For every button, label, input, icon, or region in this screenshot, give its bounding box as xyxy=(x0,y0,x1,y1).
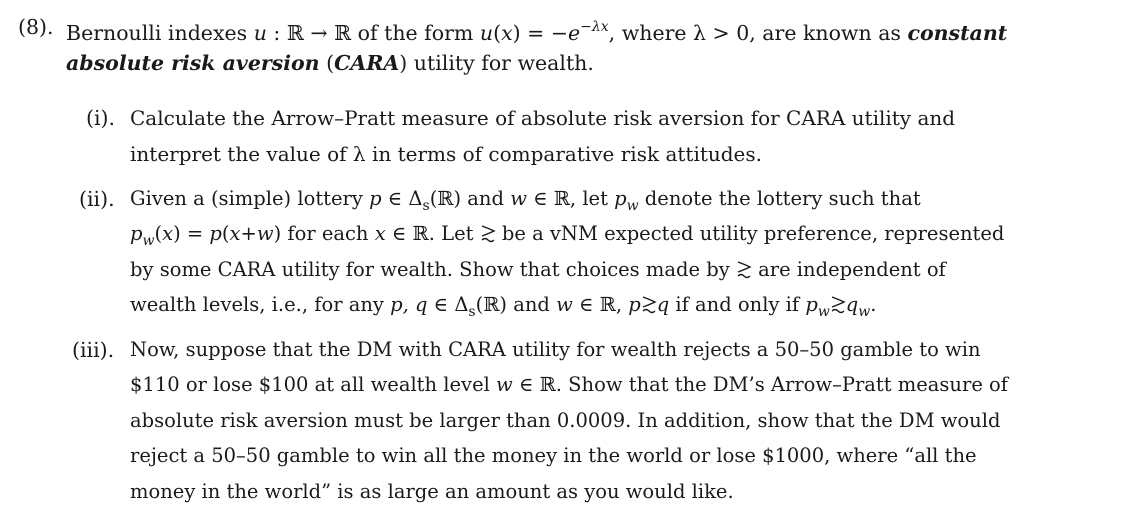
bold-term: CARA xyxy=(334,51,400,75)
part-ii-line-4 xyxy=(130,292,876,325)
text: . xyxy=(870,293,877,316)
math-var: x xyxy=(501,21,513,45)
text: ( xyxy=(154,222,163,245)
text: by some CARA utility for wealth. Show that choices made by xyxy=(130,258,736,281)
math-var: q xyxy=(656,293,670,316)
math-var: w xyxy=(496,373,513,396)
part-i-line-2: interpret the value of λ in terms of comparative risk attitudes. xyxy=(130,142,763,166)
math-var: p xyxy=(805,293,818,316)
part-ii-line-2 xyxy=(130,221,1004,254)
part-ii-line-1 xyxy=(130,186,921,219)
text: ∈ ℝ, let xyxy=(526,187,615,210)
part-i-line-1: Calculate the Arrow–Pratt measure of absolute risk aversion for CARA utility and xyxy=(130,106,956,130)
text: ∈ Δ xyxy=(427,293,469,316)
math-var: q xyxy=(845,293,859,316)
problem-line-2 xyxy=(66,50,594,76)
succsim-icon xyxy=(641,294,657,314)
math-var: p xyxy=(628,293,641,316)
text: ( xyxy=(221,222,230,245)
bold-term: absolute risk aversion xyxy=(66,51,320,75)
subscript: w xyxy=(626,198,639,214)
math-var: p xyxy=(209,222,222,245)
math-var: e xyxy=(568,21,581,45)
text: ∈ ℝ, xyxy=(572,293,629,316)
part-ii-label: (ii). xyxy=(79,187,115,211)
text: ) for each xyxy=(273,222,375,245)
text: ) utility for wealth. xyxy=(399,51,594,75)
text: $110 or lose $100 at all wealth level xyxy=(130,373,497,396)
subscript: s xyxy=(468,304,476,320)
math-var: w xyxy=(256,222,274,245)
text: (ℝ) and xyxy=(429,187,511,210)
text: (ℝ) and xyxy=(475,293,557,316)
subscript: w xyxy=(142,233,155,249)
problem-line-1 xyxy=(66,14,1007,46)
part-iii-line-5: money in the world” is as large an amount as you would like. xyxy=(130,480,734,503)
text: ∈ ℝ. Let xyxy=(385,222,480,245)
text: , where λ > 0, are known as xyxy=(608,21,908,45)
math-var: p xyxy=(130,222,143,245)
exponent: −λx xyxy=(580,19,609,35)
text: denote the lottery such that xyxy=(638,187,921,210)
text: ∈ Δ xyxy=(381,187,423,210)
math-var: x xyxy=(162,222,174,245)
math-var: w xyxy=(510,187,527,210)
part-ii-line-3 xyxy=(130,257,946,283)
text: : ℝ → ℝ of the form xyxy=(266,21,480,45)
math-var: u xyxy=(253,21,267,45)
math-var: p xyxy=(614,187,627,210)
part-i-label: (i). xyxy=(86,106,116,130)
text: ) = − xyxy=(512,21,569,45)
math-var: p xyxy=(369,187,382,210)
text: be a vNM expected utility preference, represented xyxy=(495,222,1005,245)
part-iii-line-4: reject a 50–50 gamble to win all the money in the world or lose $1000, where “all the xyxy=(130,444,977,467)
text: Bernoulli indexes xyxy=(66,21,254,45)
part-iii-line-1: Now, suppose that the DM with CARA utility for wealth rejects a 50–50 gamble to win xyxy=(130,338,981,361)
text: ∈ ℝ. Show that the DM’s Arrow–Pratt measure of xyxy=(512,373,1009,396)
bold-term: constant xyxy=(907,21,1008,45)
subscript: w xyxy=(858,304,871,320)
succsim-icon xyxy=(480,223,496,243)
text: are independent of xyxy=(751,258,946,281)
text: Given a (simple) lottery xyxy=(130,187,370,210)
text: ( xyxy=(493,21,502,45)
text: ) = xyxy=(173,222,210,245)
text: + xyxy=(240,222,257,245)
subscript: w xyxy=(817,304,830,320)
problem-label: (8). xyxy=(18,15,54,39)
succsim-icon xyxy=(830,294,846,314)
math-var: p, q xyxy=(390,293,428,316)
subscript: s xyxy=(422,198,430,214)
math-var: w xyxy=(556,293,573,316)
math-var: u xyxy=(479,21,494,45)
part-iii-line-3: absolute risk aversion must be larger than 0.0009. In addition, show that the DM would xyxy=(130,409,1001,432)
text: wealth levels, i.e., for any xyxy=(130,293,391,316)
succsim-icon xyxy=(736,259,752,279)
part-iii-label: (iii). xyxy=(72,338,115,362)
math-var: x xyxy=(229,222,241,245)
text: if and only if xyxy=(669,293,806,316)
text: ( xyxy=(319,51,335,75)
part-iii-line-2 xyxy=(130,372,1008,398)
math-var: x xyxy=(374,222,386,245)
